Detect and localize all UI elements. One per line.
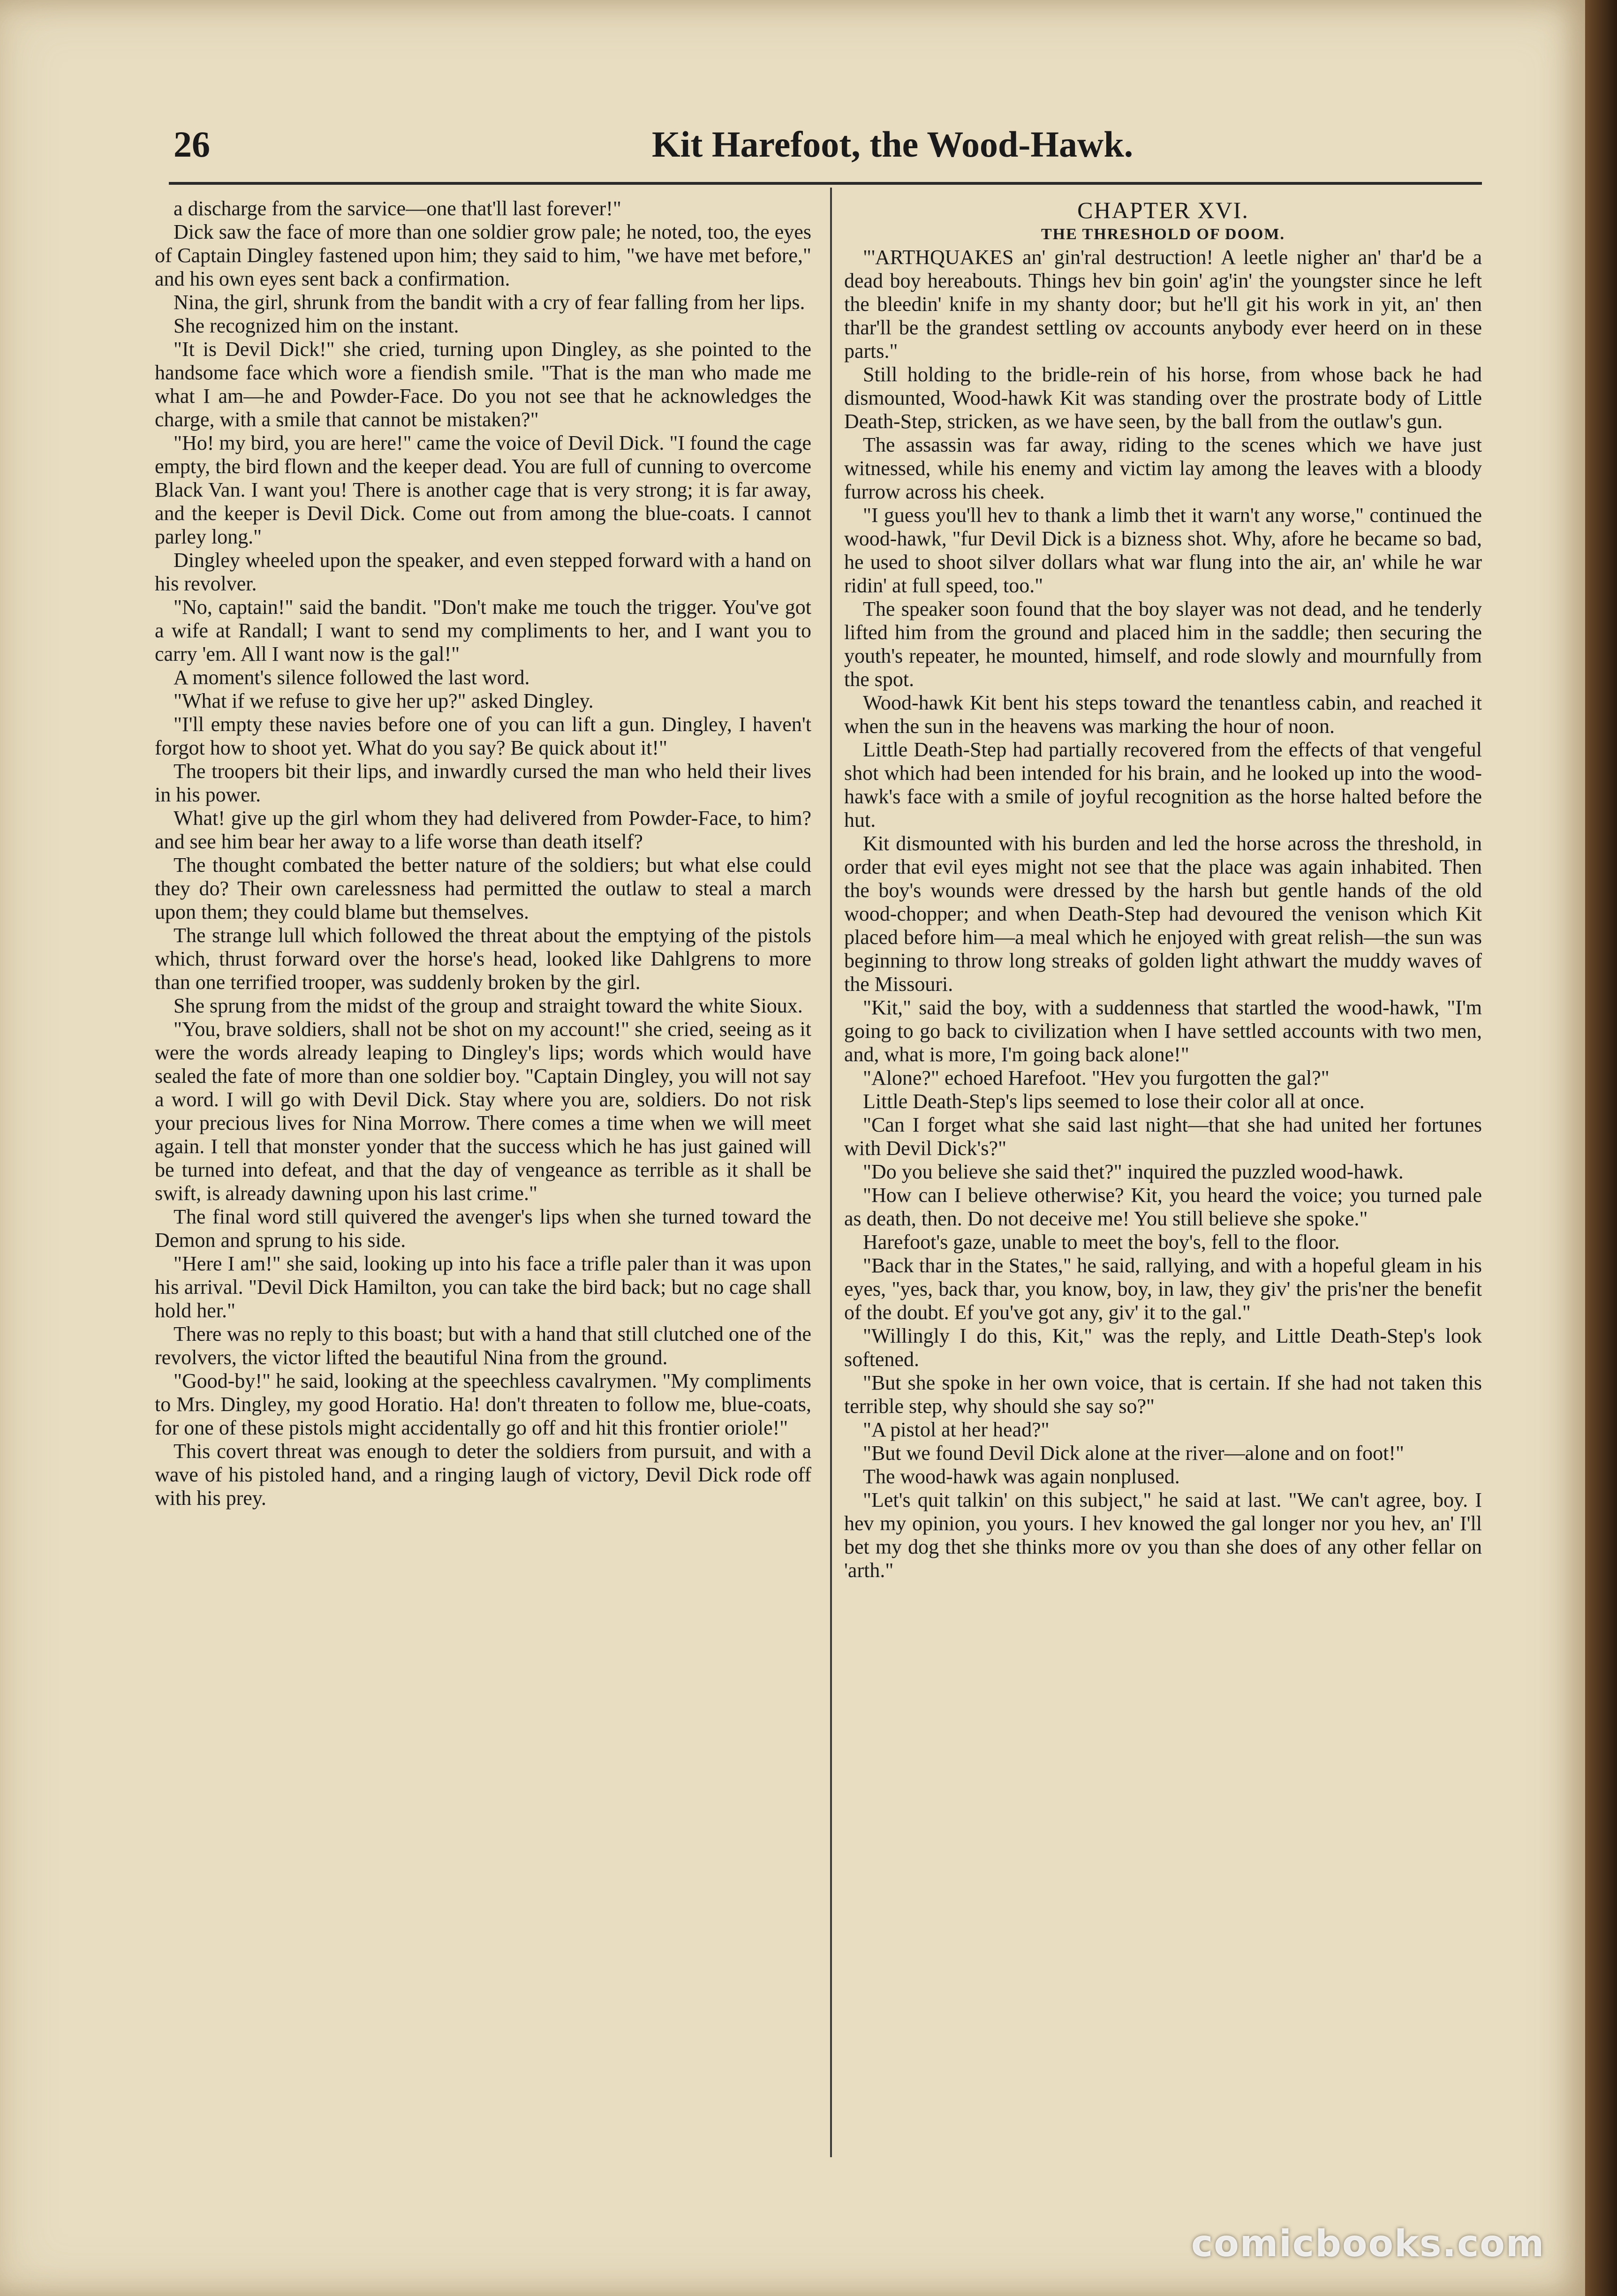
paragraph: "'ARTHQUAKES an' gin'ral destruction! A leetle nigher an' thar'd be a dead boy hereabouts. Things hev bin goin' ag'in' the youngster since he left the bleedin' knife in my shanty door; but he'll git his work in yit, an' then thar'll be the grandest settling ov accounts anybody ever heerd on in these parts." [844, 246, 1482, 363]
binding-edge [1585, 0, 1617, 2296]
paragraph: "Ho! my bird, you are here!" came the voice of Devil Dick. "I found the cage empty, the bird flown and the keeper dead. You are full of cunning to overcome Black Van. I want you! There is another cage that is very strong; it is far away, and the keeper is Devil Dick. Come out from among the blue-coats. I cannot parley long." [155, 431, 811, 548]
paragraph: "Kit," said the boy, with a suddenness that startled the wood-hawk, "I'm going to go back to civilization when I have settled accounts with two men, and, what is more, I'm going back alone!" [844, 996, 1482, 1066]
left-column [155, 197, 811, 2157]
paragraph: The thought combated the better nature of the soldiers; but what else could they do? Their own carelessness had permitted the outlaw to steal a march upon them; they could blame but themselves. [155, 853, 811, 923]
paragraph: "A pistol at her head?" [863, 1418, 1050, 1441]
paragraph: "Do you believe she said thet?" inquired the puzzled wood-hawk. [863, 1160, 1404, 1183]
paragraph: Harefoot's gaze, unable to meet the boy's, fell to the floor. [863, 1231, 1340, 1254]
paragraph: a discharge from the sarvice—one that'll last forever!" [174, 197, 621, 220]
paragraph: Little Death-Step's lips seemed to lose their color all at once. [863, 1090, 1365, 1113]
page-header [169, 120, 1482, 171]
paragraph: A moment's silence followed the last word. [174, 666, 530, 689]
paragraph: The wood-hawk was again nonplused. [863, 1465, 1180, 1488]
paragraph: Dingley wheeled upon the speaker, and even stepped forward with a hand on his revolver. [155, 549, 811, 595]
paragraph: She recognized him on the instant. [174, 314, 459, 337]
paragraph: "Alone?" echoed Harefoot. "Hev you furgotten the gal?" [863, 1066, 1330, 1089]
chapter-subtitle: THE THRESHOLD OF DOOM. [1041, 226, 1285, 243]
paragraph: "Good-by!" he said, looking at the speechless cavalrymen. "My compliments to Mrs. Dingley, my good Horatio. Ha! don't threaten to follow me, blue-coats, for one of these pistols might accidentally go off and hit this frontier oriole!" [155, 1369, 811, 1439]
paragraph: "Here I am!" she said, looking up into his face a trifle paler than it was upon his arrival. "Devil Dick Hamilton, you can take the bird back; but no cage shall hold her." [155, 1252, 811, 1322]
page-number: 26 [174, 124, 210, 165]
chapter-title: CHAPTER XVI. [1077, 197, 1249, 223]
right-column [844, 197, 1482, 2157]
running-title: Kit Harefoot, the Wood-Hawk. [652, 124, 1133, 165]
paragraph: The strange lull which followed the threat about the emptying of the pistols which, thrust forward over the horse's head, looked like Dahlgrens to more than one terrified trooper, was suddenly broken by the girl. [155, 924, 811, 994]
paragraph: "It is Devil Dick!" she cried, turning upon Dingley, as she pointed to the handsome face which wore a fiendish smile. "That is the man who made me what I am—he and Powder-Face. Do you not see that he acknowledges the charge, with a smile that cannot be mistaken?" [155, 338, 811, 431]
paragraph: "You, brave soldiers, shall not be shot on my account!" she cried, seeing as it were the words already leaping to Dingley's lips; words which would have sealed the fate of more than one soldier boy. "Captain Dingley, you will not say a word. I will go with Devil Dick. Stay where you are, soldiers. Do not risk your precious lives for Nina Morrow. There comes a time when we will meet again. I tell that monster yonder that the success which he has just gained will be turned into defeat, and that the day of vengeance as terrible as it shall be swift, is already dawning upon his last crime." [155, 1018, 811, 1205]
paragraph: There was no reply to this boast; but with a hand that still clutched one of the revolvers, the victor lifted the beautiful Nina from the ground. [155, 1322, 811, 1369]
paragraph: "I'll empty these navies before one of you can lift a gun. Dingley, I haven't forgot how to shoot yet. What do you say? Be quick about it!" [155, 713, 811, 759]
paragraph: The assassin was far away, riding to the scenes which we have just witnessed, while his enemy and victim lay among the leaves with a bloody furrow across his cheek. [844, 433, 1482, 503]
paragraph: What! give up the girl whom they had delivered from Powder-Face, to him? and see him bear her away to a life worse than death itself? [155, 807, 811, 853]
paragraph: Kit dismounted with his burden and led the horse across the threshold, in order that evil eyes might not see that the place was again inhabited. Then the boy's wounds were dressed by the harsh but gentle hands of the old wood-chopper; and when Death-Step had devoured the venison which Kit placed before him—a meal which he enjoyed with great relish—the sun was beginning to throw long streaks of golden light athwart the muddy waves of the Missouri. [844, 832, 1482, 996]
paragraph: "Can I forget what she said last night—that she had united her fortunes with Devil Dick's?" [844, 1113, 1482, 1160]
paragraph: Little Death-Step had partially recovered from the effects of that vengeful shot which had been intended for his brain, and he looked up into the wood-hawk's face with a smile of joyful recognition as the horse halted before the hut. [844, 738, 1482, 831]
paragraph: Wood-hawk Kit bent his steps toward the tenantless cabin, and reached it when the sun in the heavens was marking the hour of noon. [844, 691, 1482, 738]
paragraph: The speaker soon found that the boy slayer was not dead, and he tenderly lifted him from the ground and placed him in the saddle; then securing the youth's repeater, he mounted, himself, and rode slowly and mournfully from the spot. [844, 597, 1482, 691]
paragraph: The troopers bit their lips, and inwardly cursed the man who held their lives in his power. [155, 760, 811, 806]
paragraph: She sprung from the midst of the group and straight toward the white Sioux. [174, 994, 803, 1017]
header-rule [169, 182, 1482, 185]
paragraph: This covert threat was enough to deter the soldiers from pursuit, and with a wave of his pistoled hand, and a ringing laugh of victory, Devil Dick rode off with his prey. [155, 1440, 811, 1510]
right-column-body [844, 246, 1482, 1582]
paragraph: "Willingly I do this, Kit," was the reply, and Little Death-Step's look softened. [844, 1324, 1482, 1371]
paragraph: Dick saw the face of more than one soldier grow pale; he noted, too, the eyes of Captain Dingley fastened upon him; they said to him, "we have met before," and his own eyes sent back a confirmation. [155, 220, 811, 290]
paragraph: Still holding to the bridle-rein of his horse, from whose back he had dismounted, Wood-hawk Kit was standing over the prostrate body of Little Death-Step, stricken, as we have seen, by the ball from the outlaw's gun. [844, 363, 1482, 433]
paragraph: "I guess you'll hev to thank a limb thet it warn't any worse," continued the wood-hawk, "fur Devil Dick is a bizness shot. Why, afore he became so bad, he used to shoot silver dollars what war flung into the air, an' while he war ridin' at full speed, too." [844, 504, 1482, 597]
paragraph: The final word still quivered the avenger's lips when she turned toward the Demon and sprung to his side. [155, 1205, 811, 1252]
paragraph: "No, captain!" said the bandit. "Don't make me touch the trigger. You've got a wife at Randall; I want to send my compliments to her, and I want you to carry 'em. All I want now is the gal!" [155, 596, 811, 665]
paragraph: "But we found Devil Dick alone at the river—alone and on foot!" [863, 1442, 1404, 1465]
paragraph: "What if we refuse to give her up?" asked Dingley. [174, 689, 594, 712]
paragraph: "Back thar in the States," he said, rallying, and with a hopeful gleam in his eyes, "yes, back thar, you know, boy, in law, they giv' the pris'ner the benefit of the doubt. Ef you've got any, giv' it to the gal." [844, 1254, 1482, 1324]
column-divider [830, 188, 832, 2157]
paragraph: "But she spoke in her own voice, that is certain. If she had not taken this terrible step, why should she say so?" [844, 1371, 1482, 1418]
site-watermark: comicbooks.com [1191, 2223, 1545, 2265]
paragraph: Nina, the girl, shrunk from the bandit with a cry of fear falling from her lips. [174, 291, 805, 314]
paragraph: "Let's quit talkin' on this subject," he said at last. "We can't agree, boy. I hev my opinion, you yours. I hev knowed the gal longer nor you hev, an' I'll bet my dog thet she thinks more ov you than she does of any other fellar on 'arth." [844, 1488, 1482, 1582]
paragraph: "How can I believe otherwise? Kit, you heard the voice; you turned pale as death, then. Do not deceive me! You still believe she spoke." [844, 1184, 1482, 1230]
